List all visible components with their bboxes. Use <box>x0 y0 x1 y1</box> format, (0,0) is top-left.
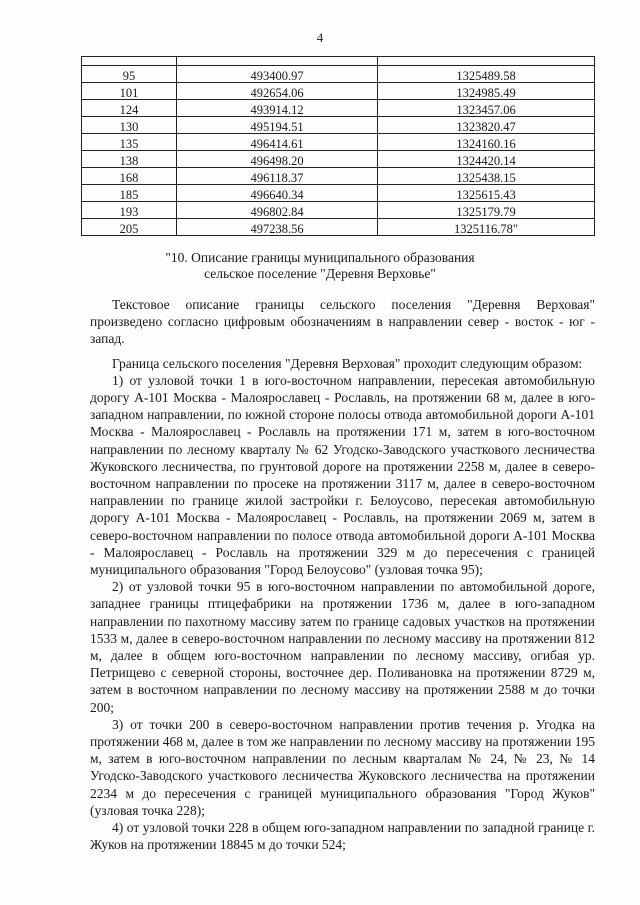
boundary-description <box>90 296 595 854</box>
x-coordinate-cell: 496414.61 <box>177 134 378 151</box>
y-coordinate-cell: 1325489.58 <box>378 66 595 83</box>
coordinates-table <box>81 56 595 236</box>
x-coordinate-cell: 496802.84 <box>177 202 378 219</box>
y-coordinate-cell: 1323457.06 <box>378 100 595 117</box>
table-row <box>82 168 595 185</box>
y-coordinate-cell: 1325116.78" <box>378 219 595 236</box>
y-coordinate-cell: 1324420.14 <box>378 151 595 168</box>
y-coordinate-cell: 1323820.47 <box>378 117 595 134</box>
point-cell: 193 <box>82 202 177 219</box>
paragraph-segment-1: 1) от узловой точки 1 в юго-восточном направлении, пересекая автомобильную дорогу А-101 Москва - Малоярославец - Рославль, на протяжении 68 м, далее в юго-западном направлении, по южной стороне полосы отвода автомобильной дороги А-101 Москва - Малоярославец - Рославль на протяжении 171 м, затем в юго-восточном направлении по лесному кварталу № 62 Угодско-Заводского участкового лесничества Жуковского лесничества, по грунтовой дороге на протяжении 2258 м, далее в северо-восточном направлении по просеке на протяжении 3117 м, далее в северо-восточном направлении по границе жилой застройки г. Белоусово, пересекая автомобильную дорогу А-101 Москва - Малоярославец - Рославль, на протяжении 2069 м, затем в северо-восточном направлении по полосе отвода автомобильной дороги А-101 Москва - Малоярославец - Рославль на протяжении 329 м до пересечения с границей муниципального образования "Город Белоусово" (узловая точка 95); <box>90 372 595 578</box>
point-cell: 205 <box>82 219 177 236</box>
paragraph-intro: Текстовое описание границы сельского поселения "Деревня Верховая" произведено согласно цифровым обозначениям в направлении север - восток - юг - запад. <box>90 297 595 347</box>
y-coordinate-cell: 1324985.49 <box>378 83 595 100</box>
table-row <box>82 100 595 117</box>
y-coordinate-cell <box>378 57 595 66</box>
x-coordinate-cell: 493400.97 <box>177 66 378 83</box>
section-heading-line-1: "10. Описание границы муниципального образования <box>165 250 475 265</box>
point-cell: 185 <box>82 185 177 202</box>
table-row <box>82 185 595 202</box>
y-coordinate-cell: 1324160.16 <box>378 134 595 151</box>
table-row <box>82 117 595 134</box>
y-coordinate-cell: 1325438.15 <box>378 168 595 185</box>
table-row <box>82 134 595 151</box>
section-heading-line-2: сельское поселение "Деревня Верховье" <box>204 266 436 281</box>
paragraph-segment-3: 3) от точки 200 в северо-восточном направлении против течения р. Угодка на протяжении 468 м, далее в том же направлении по лесному массиву на протяжении 195 м, затем в юго-восточном направлении по лесным кварталам № 24, № 23, № 14 Угодско-Заводского участкового лесничества Жуковского лесничества на протяжении 2234 м до пересечения с границей муниципального образования "Город Жуков" (узловая точка 228); <box>90 716 595 818</box>
x-coordinate-cell: 496498.20 <box>177 151 378 168</box>
y-coordinate-cell: 1325179.79 <box>378 202 595 219</box>
point-cell: 95 <box>82 66 177 83</box>
table-row <box>82 202 595 219</box>
x-coordinate-cell: 497238.56 <box>177 219 378 236</box>
x-coordinate-cell: 493914.12 <box>177 100 378 117</box>
point-cell: 138 <box>82 151 177 168</box>
y-coordinate-cell: 1325615.43 <box>378 185 595 202</box>
paragraph-boundary-lead: Граница сельского поселения "Деревня Верховая" проходит следующим образом: <box>112 355 583 371</box>
x-coordinate-cell: 492654.06 <box>177 83 378 100</box>
x-coordinate-cell: 495194.51 <box>177 117 378 134</box>
point-cell: 101 <box>82 83 177 100</box>
point-cell: 135 <box>82 134 177 151</box>
page-number: 4 <box>316 30 324 45</box>
x-coordinate-cell: 496640.34 <box>177 185 378 202</box>
paragraph-segment-4: 4) от узловой точки 228 в общем юго-западном направлении по западной границе г. Жуков на протяжении 18845 м до точки 524; <box>90 820 595 853</box>
x-coordinate-cell <box>177 57 378 66</box>
point-cell: 124 <box>82 100 177 117</box>
point-cell <box>82 57 177 66</box>
table-row <box>82 219 595 236</box>
point-cell: 168 <box>82 168 177 185</box>
table-row <box>82 57 595 66</box>
table-row <box>82 66 595 83</box>
x-coordinate-cell: 496118.37 <box>177 168 378 185</box>
table-row <box>82 151 595 168</box>
section-heading <box>0 250 640 282</box>
paragraph-segment-2: 2) от узловой точки 95 в юго-восточном направлении по автомобильной дороге, западнее границы птицефабрики на протяжении 1736 м, далее в юго-западном направлении по пахотному массиву затем по границе садовых участков на протяжении 1533 м, далее в северо-восточном направлении по лесному массиву на протяжении 812 м, далее в общем юго-восточном направлении по лесному массиву, огибая ур. Петрищево с северной стороны, восточнее дер. Поливановка на протяжении 8729 м, затем в восточном направлении по лесному массиву на протяжении 2588 м до точки 200; <box>90 579 595 715</box>
point-cell: 130 <box>82 117 177 134</box>
table-row <box>82 83 595 100</box>
